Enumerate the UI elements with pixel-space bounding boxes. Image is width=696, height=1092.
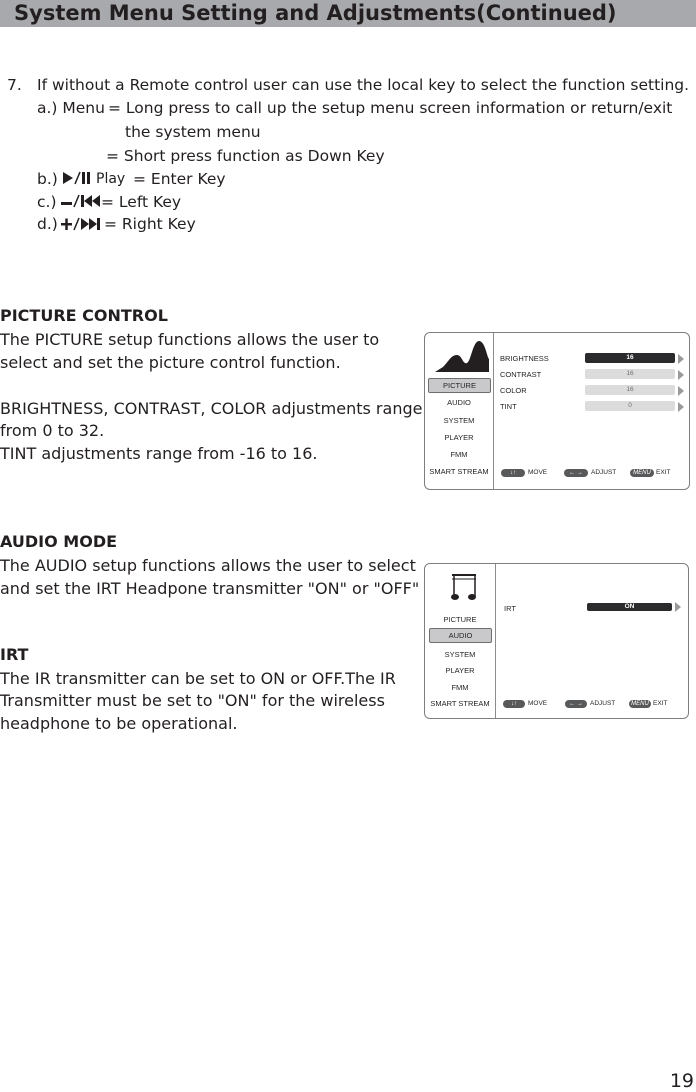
audio-mode-heading: AUDIO MODE <box>0 532 118 551</box>
tint-value[interactable]: 0 <box>585 401 675 411</box>
color-value[interactable]: 16 <box>585 385 675 395</box>
move-hint: MOVE <box>528 469 548 476</box>
menu-long-press-cont: the system menu <box>125 123 261 141</box>
menu-item-smart-stream[interactable]: SMART STREAM <box>429 467 489 476</box>
picture-control-line: select and set the picture control function. <box>0 353 341 372</box>
right-key-text: = Right Key <box>104 215 196 233</box>
page-number: 19 <box>669 1070 694 1092</box>
play-pause-icon <box>62 170 96 190</box>
picture-mountain-icon <box>435 339 489 378</box>
instruction-intro: If without a Remote control user can use the local key to select the function setting. <box>37 76 690 94</box>
irt-heading: IRT <box>0 645 29 664</box>
menu-long-press: = Long press to call up the setup menu screen information or return/exit <box>108 99 673 117</box>
minus-previous-icon <box>60 193 102 213</box>
color-label: COLOR <box>500 386 527 395</box>
brightness-arrow-icon[interactable] <box>678 354 684 364</box>
menu-item-system[interactable]: SYSTEM <box>443 416 475 425</box>
osd-sidebar <box>425 333 494 489</box>
audio-mode-line: and set the IRT Headpone transmitter "ON" or "OFF" <box>0 579 420 598</box>
menu-item-picture[interactable]: PICTURE <box>428 378 491 393</box>
music-note-icon <box>450 572 478 607</box>
irt-label: IRT <box>504 604 516 613</box>
adjust-arrows-icon: ← → <box>565 700 587 708</box>
menu-item-fmm[interactable]: FMM <box>451 683 469 692</box>
audio-settings-screen <box>424 563 689 719</box>
menu-item-audio[interactable]: AUDIO <box>447 398 471 407</box>
menu-item-system[interactable]: SYSTEM <box>444 650 476 659</box>
tint-arrow-icon[interactable] <box>678 402 684 412</box>
right-key-label: d.) <box>37 215 58 233</box>
brightness-value[interactable]: 16 <box>585 353 675 363</box>
picture-control-heading: PICTURE CONTROL <box>0 306 168 325</box>
move-arrows-icon: ↓↑ <box>501 469 525 477</box>
irt-value[interactable]: ON <box>587 603 672 611</box>
brightness-label: BRIGHTNESS <box>500 354 549 363</box>
menu-item-player[interactable]: PLAYER <box>444 433 474 442</box>
picture-control-line: TINT adjustments range from -16 to 16. <box>0 444 318 463</box>
picture-control-line: from 0 to 32. <box>0 421 105 440</box>
tint-label: TINT <box>500 402 517 411</box>
play-key-label: b.) <box>37 170 58 188</box>
move-hint: MOVE <box>528 700 548 707</box>
audio-mode-line: The AUDIO setup functions allows the user to select <box>0 556 416 575</box>
irt-line: Transmitter must be set to "ON" for the wireless <box>0 691 385 710</box>
adjust-hint: ADJUST <box>590 700 616 707</box>
header-bar <box>0 0 696 27</box>
menu-key-label: a.) Menu <box>37 99 105 117</box>
menu-short-press: = Short press function as Down Key <box>106 147 385 165</box>
adjust-hint: ADJUST <box>591 469 617 476</box>
play-icon-text: Play <box>96 171 126 187</box>
left-key-label: c.) <box>37 193 57 211</box>
picture-control-line: The PICTURE setup functions allows the user to <box>0 330 380 349</box>
menu-item-player[interactable]: PLAYER <box>445 666 475 675</box>
color-arrow-icon[interactable] <box>678 386 684 396</box>
menu-item-smart-stream[interactable]: SMART STREAM <box>430 699 490 708</box>
left-key-text: = Left Key <box>101 193 182 211</box>
move-arrows-icon: ↓↑ <box>503 700 525 708</box>
menu-item-audio[interactable]: AUDIO <box>429 628 492 643</box>
picture-settings-screen <box>424 332 690 490</box>
osd-sidebar <box>425 564 496 718</box>
contrast-arrow-icon[interactable] <box>678 370 684 380</box>
enter-key-text: = Enter Key <box>133 170 226 188</box>
irt-arrow-icon[interactable] <box>675 602 681 612</box>
irt-line: The IR transmitter can be set to ON or OFF.The IR <box>0 669 396 688</box>
item-number: 7. <box>7 76 22 94</box>
exit-hint: EXIT <box>656 469 671 476</box>
page-title: System Menu Setting and Adjustments(Continued) <box>14 1 617 25</box>
contrast-label: CONTRAST <box>500 370 542 379</box>
contrast-value[interactable]: 16 <box>585 369 675 379</box>
menu-item-fmm[interactable]: FMM <box>450 450 468 459</box>
exit-hint: EXIT <box>653 700 668 707</box>
menu-button-pill: MENU <box>630 469 654 477</box>
adjust-arrows-icon: ← → <box>564 469 588 477</box>
menu-button-pill: MENU <box>629 700 651 708</box>
plus-next-icon <box>60 216 104 236</box>
menu-item-picture[interactable]: PICTURE <box>443 615 477 624</box>
irt-line: headphone to be operational. <box>0 714 238 733</box>
picture-control-line: BRIGHTNESS, CONTRAST, COLOR adjustments range <box>0 399 423 418</box>
